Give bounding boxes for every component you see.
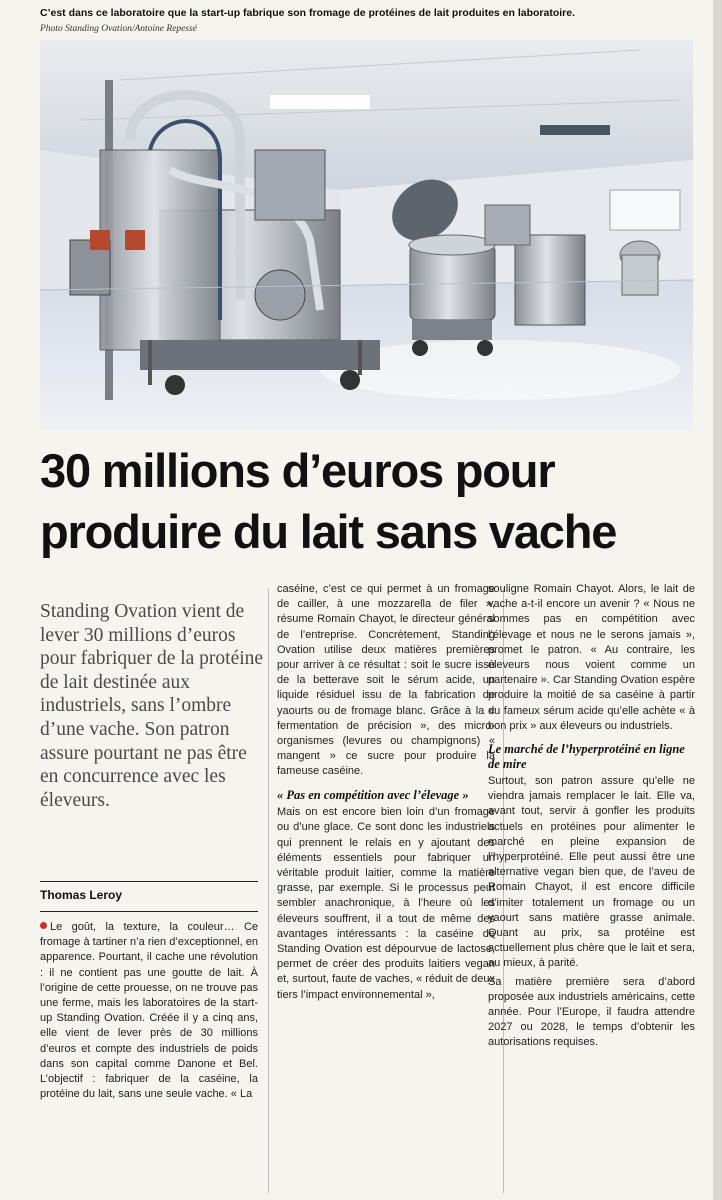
col2-subheading: « Pas en compétition avec l’élevage »	[277, 787, 469, 802]
article-lede: Standing Ovation vient de lever 30 millions d’euros pour fabriquer de la protéine de lait destinée aux industriels, sans l’ombre d’une vache. Son patron assure pourtant ne pas être en concurrence avec les éleveurs.	[40, 601, 264, 811]
lead-bullet-icon	[40, 922, 47, 929]
article-headline	[40, 440, 700, 562]
byline-divider-bottom	[40, 911, 258, 912]
headline-line-2: produire du lait sans vache	[40, 505, 617, 558]
col3-paragraph-1: souligne Romain Chayot. Alors, le lait de vache a-t-il encore un avenir ? « Nous ne sommes pas en compétition avec l’élevage et nous ne le serons jamais », promet le patron. « Au contraire, les éleveurs nous voient comme un partenaire ». Car Standing Ovation espère produire la moitié de sa caséine à partir du fameux sérum acide qu’elle achète « à bon prix » aux éleveurs ou industriels.	[488, 583, 695, 732]
column-divider-1	[268, 588, 269, 1193]
article-column-1	[40, 920, 258, 1105]
col1-paragraph-1: Le goût, la texture, la couleur… Ce fromage à tartiner n’a rien d’exceptionnel, en apparence. Pourtant, il cache une révolution : il ne contient pas une goutte de lait. À l’origine de cette prouesse, on ne trouve pas une ferme, mais les laboratoires de la start-up Standing Ovation. Créée il y a cinq ans, elle vient de lever près de 30 millions d’euros et compte des industriels de poids dans son capital comme Danone et Bel. L’objectif : fabriquer de la caséine, la protéine du lait, sans une seule vache. « La	[40, 921, 258, 1101]
col2-paragraph-2: Mais on est encore bien loin d’un fromage ou d’une glace. Ce sont donc les industriels qui prennent le relais en y ajoutant des éléments essentiels pour fabriquer un véritable produit laitier, comme la matière grasse, par exemple. Si le processus peut sembler anachronique, à l’heure où les éleveurs souffrent, il a tout de même des avantages intéressants : la caséine de Standing Ovation est dépourvue de lactose, permet de créer des produits laitiers vegan et, surtout, faute de vaches, « réduit de deux tiers l’impact environnemental »,	[277, 806, 495, 1001]
photo-credit: Photo Standing Ovation/Antoine Repessé	[40, 24, 197, 34]
author-byline: Thomas Leroy	[40, 888, 123, 902]
laboratory-photo	[40, 40, 693, 430]
headline-line-1: 30 millions d’euros pour	[40, 444, 555, 497]
col3-paragraph-3: Sa matière première sera d’abord proposée aux industriels américains, cette année. Pour l’Europe, il faudra attendre 2027 ou 2028, le temps d’obtenir les autorisations requises.	[488, 975, 695, 1049]
col3-paragraph-2: Surtout, son patron assure qu’elle ne viendra jamais remplacer le lait. Elle va, avant tout, servir à gonfler les produits actuels en protéines pour alimenter le marché en pleine expansion de l’hyperprotéiné. Elle peut aussi être une alternative vegan bien que, de l’aveu de Romain Chayot, il est encore difficile d’imiter totalement un fromage ou un yaourt sans matière grasse animale. Quant au prix, sa protéine est actuellement plus chère que le lait et sera, au mieux, à parité.	[488, 775, 695, 970]
col3-subheading: Le marché de l’hyperprotéiné en ligne de mire	[488, 742, 685, 771]
laboratory-illustration	[40, 40, 693, 430]
photo-caption: C’est dans ce laboratoire que la start-up fabrique son fromage de protéines de lait produites en laboratoire.	[40, 7, 576, 19]
byline-divider-top	[40, 881, 258, 882]
page-edge	[713, 0, 722, 1200]
article-column-2	[277, 582, 495, 1006]
article-column-3	[488, 582, 695, 1054]
col2-paragraph-1: caséine, c’est ce qui permet à un fromage de cailler, à une mozzarella de filer », résume Romain Chayot, le directeur général de l’entreprise. Concrètement, Standing Ovation utilise deux matières premières pour arriver à ce résultat : soit le sucre issu de la betterave soit le sérum acide, un liquide résiduel issu de la fabrication de yaourts ou de fromage blanc. Grâce à la « fermentation de précision », des micro-organismes (levures ou champignons) « mangent » ce sucre pour produire la fameuse caséine.	[277, 583, 495, 778]
